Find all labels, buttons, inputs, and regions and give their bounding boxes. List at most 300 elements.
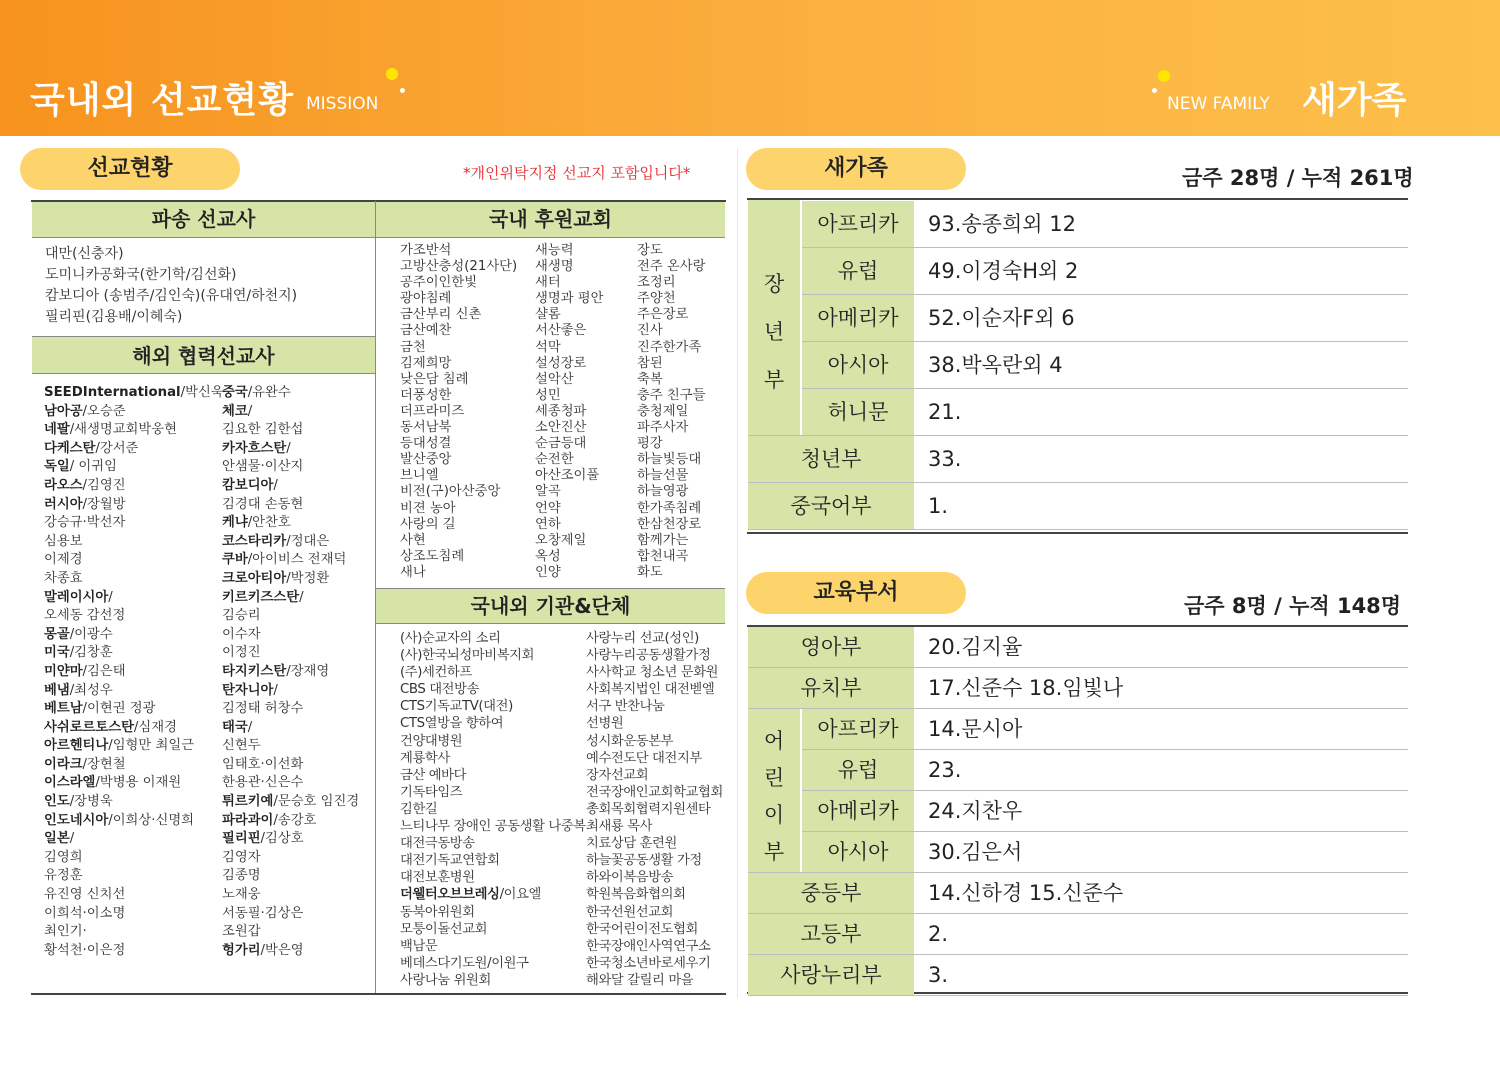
overseas-item-names: /김창훈 [69, 645, 113, 661]
overseas-item-names: 김승리 [222, 608, 261, 624]
org-item [400, 801, 585, 818]
org-item: 서구 반찬나눔 [586, 699, 665, 715]
overseas-item-names: /유완수 [247, 385, 291, 400]
overseas-item [44, 421, 224, 440]
overseas-item-country: 필리핀 [222, 831, 261, 847]
row-value: 14.신하경 15.신준수 [928, 881, 1124, 905]
overseas-item [44, 440, 224, 459]
row-separator [748, 529, 1408, 530]
overseas-item [44, 626, 224, 645]
church-item: 화도 [637, 564, 663, 580]
overseas-item-names: 임태호·이선화 [222, 756, 304, 772]
org-item-names: 대전극동방송 [400, 836, 475, 852]
overseas-item-names: 신현두 [222, 738, 261, 754]
church-item: 충주 친구들 [637, 387, 706, 403]
church-item: 상조도침례 [400, 548, 465, 564]
decor-dot-icon [1158, 70, 1170, 82]
church-item: 금산예찬 [400, 323, 452, 339]
row-label: 아프리카 [802, 709, 914, 749]
overseas-item-names: /송강호 [273, 812, 317, 828]
church-item: 더프라미즈 [400, 403, 465, 419]
group-label-char: 이 [763, 803, 785, 827]
overseas-item-names: /문승호 임진경 [273, 794, 360, 810]
mission-note: *개인위탁지정 선교지 포함입니다* [463, 164, 691, 182]
overseas-item-country: 키르키즈스탄 [222, 589, 300, 605]
overseas-item-names: /박신욱 [180, 385, 224, 400]
overseas-item [222, 384, 374, 403]
newfamily-group-label [748, 200, 800, 435]
row-value: 14.문시아 [928, 717, 1023, 741]
overseas-item-country: 네팔 [44, 422, 70, 438]
church-item: 설악산 [535, 371, 574, 387]
overseas-item [44, 812, 224, 831]
decor-dot-icon [386, 68, 398, 80]
overseas-item-names: 이정진 [222, 645, 261, 661]
sent-list [45, 244, 365, 328]
church-item: 가조반석 [400, 243, 452, 258]
newfamily-count: 금주 28명 / 누적 261명 [1182, 166, 1414, 190]
org-item-names: 건양대병원 [400, 733, 463, 749]
decor-dot-icon [1152, 88, 1157, 93]
overseas-item-country: 라오스 [44, 477, 83, 493]
title-left: 국내외 선교현황 [30, 80, 294, 121]
church-item: 낮은담 침례 [400, 371, 469, 387]
row-label: 중등부 [748, 873, 914, 913]
overseas-item [44, 663, 224, 682]
org-item-names: 사랑나눔 위원회 [400, 972, 491, 988]
church-item: 참된 [637, 355, 663, 371]
overseas-item-names: / 이귀임 [69, 459, 117, 475]
row-value: 21. [928, 400, 962, 424]
group-label-char: 부 [763, 840, 785, 864]
overseas-item [44, 477, 224, 496]
row-label: 아시아 [802, 342, 914, 388]
overseas-item-names: 김요한 김한섭 [222, 422, 304, 438]
row-value: 17.신준수 18.임빛나 [928, 676, 1124, 700]
church-item: 전주 온사랑 [637, 259, 706, 275]
overseas-item-country: 독일 [44, 459, 70, 475]
org-item: 한국청소년바로세우기 [586, 955, 711, 971]
church-item: 아산조이풀 [535, 468, 600, 484]
org-item-names: 느티나무 장애인 공동생활 나중복 [400, 819, 586, 835]
church-item: 함께가는 [637, 532, 689, 548]
org-item-names: /이요엘 [499, 887, 541, 903]
church-item: 금산부리 신촌 [400, 307, 482, 323]
sent-item: 대만(신충자) [45, 246, 124, 262]
row-value: 49.이경숙H외 2 [928, 259, 1079, 283]
org-item-names: 모퉁이돌선교회 [400, 921, 488, 937]
org-item: 최새룡 목사 [586, 819, 653, 835]
org-item: 사랑누리공동생활가정 [586, 648, 711, 664]
overseas-item-names: /안찬호 [247, 515, 291, 531]
overseas-header: 해외 협력선교사 [32, 336, 375, 374]
group-label-text [748, 723, 800, 871]
org-item [400, 698, 585, 715]
org-item: 해와달 갈릴리 마을 [586, 972, 694, 988]
org-item: 한국선원선교회 [586, 904, 674, 920]
church-item: 인양 [535, 564, 561, 580]
overseas-item-names: /이광수 [69, 626, 113, 642]
org-item: 사랑누리 선교(성인) [586, 631, 699, 646]
church-item: 하늘빛등대 [637, 452, 702, 468]
overseas-item-names: 차종효 [44, 570, 83, 586]
church-item: 사현 [400, 532, 426, 548]
overseas-item [222, 403, 374, 422]
org-col1 [400, 630, 585, 989]
org-item: 하와이복음방송 [586, 870, 674, 886]
org-item [400, 869, 585, 886]
org-item [400, 750, 585, 767]
overseas-item-names: /심재경 [133, 719, 177, 735]
overseas-item-country: 이스라엘 [44, 775, 96, 791]
row-separator [748, 995, 1408, 996]
overseas-item [222, 663, 374, 682]
overseas-item-names: /김영진 [82, 477, 126, 493]
overseas-item-country: 코스타리카 [222, 533, 287, 549]
overseas-item-names: 이제경 [44, 552, 83, 568]
overseas-col1 [44, 384, 224, 960]
overseas-item-names: 안샘물·이산지 [222, 459, 304, 475]
church-item: 발산중앙 [400, 452, 452, 468]
row-label: 유치부 [748, 668, 914, 708]
overseas-item-names: 황석천·이은정 [44, 942, 126, 958]
overseas-item-names: / [69, 831, 75, 847]
org-item-names: CBS 대전방송 [400, 682, 480, 698]
church-item: 진사 [637, 323, 663, 339]
org-item [400, 938, 585, 955]
row-label: 아메리카 [802, 791, 914, 831]
org-item-names: 금산 예바다 [400, 767, 467, 783]
overseas-item-names: 김영희 [44, 849, 83, 865]
row-value: 30.김은서 [928, 840, 1023, 864]
org-item [400, 647, 585, 664]
overseas-item-country: 인도 [44, 794, 70, 810]
church-item: 등대성결 [400, 436, 452, 452]
title-right: 새가족 [1302, 80, 1407, 121]
org-item: 사회복지법인 대전벧엘 [586, 682, 715, 698]
overseas-item [222, 496, 374, 515]
church-item: 석막 [535, 339, 561, 355]
org-item-names: CTS열방을 향하여 [400, 716, 504, 732]
overseas-item-names: / [286, 440, 291, 456]
overseas-item [222, 644, 374, 663]
church-item: 충청제일 [637, 403, 689, 419]
org-item [400, 955, 585, 972]
org-item-names: 계룡학사 [400, 750, 450, 766]
row-label: 유럽 [802, 248, 914, 294]
overseas-item [222, 570, 374, 589]
overseas-item-country: 베트남 [44, 701, 83, 717]
overseas-item-names: / [273, 682, 278, 698]
group-label-char: 린 [763, 766, 785, 790]
church-item: 순전한 [535, 452, 574, 468]
overseas-item [44, 923, 224, 942]
org-item [400, 852, 585, 869]
org-item-names: 김한길 [400, 801, 438, 817]
org-item: 한국장애인사역연구소 [586, 938, 711, 954]
domestic-col2 [535, 243, 635, 581]
org-item [400, 681, 585, 698]
row-label: 고등부 [748, 914, 914, 954]
overseas-item-country: 케냐 [222, 515, 248, 531]
org-item [400, 664, 585, 681]
overseas-item-country: 파라과이 [222, 812, 274, 828]
church-item: 생명과 평안 [535, 291, 604, 307]
church-item: 설성장로 [535, 355, 587, 371]
overseas-item-country: 몽골 [44, 626, 70, 642]
org-item-country: 더웰터오브브레싱 [400, 887, 500, 903]
overseas-item [222, 440, 374, 459]
overseas-item-country: 미얀마 [44, 663, 83, 679]
church-item: 새터 [535, 275, 561, 291]
org-item-names: (사)순교자의 소리 [400, 631, 501, 646]
org-item-names: 대전보훈병원 [400, 870, 475, 886]
overseas-item-country: 인도네시아 [44, 812, 109, 828]
overseas-item [222, 923, 374, 942]
decor-dot-icon [400, 88, 405, 93]
overseas-item-country: 베냄 [44, 682, 70, 698]
overseas-item-names: /최성우 [69, 682, 113, 698]
church-item: 알곡 [535, 484, 561, 500]
overseas-item-country: 크로아티아 [222, 570, 287, 586]
overseas-item [44, 533, 224, 552]
overseas-item [222, 477, 374, 496]
church-item: 고방산충성(21사단) [400, 259, 518, 275]
org-item-names: 베데스다기도원/이원구 [400, 955, 529, 971]
overseas-item-names: 서동필·김상은 [222, 905, 304, 921]
church-item: 연하 [535, 516, 561, 532]
overseas-item-country: 남아공 [44, 403, 83, 419]
church-item: 진주한가족 [637, 339, 702, 355]
group-label-text [748, 260, 800, 404]
column-divider [737, 148, 738, 998]
overseas-item [222, 812, 374, 831]
overseas-item [44, 384, 224, 403]
overseas-item [44, 607, 224, 626]
church-item: 세종청파 [535, 403, 587, 419]
overseas-item-country: 이라크 [44, 756, 83, 772]
overseas-item [222, 774, 374, 793]
org-item-names: (주)세컨하프 [400, 665, 472, 681]
overseas-item-names: 이수자 [222, 626, 261, 642]
sent-item: 캄보디아 (송범주/김인숙)(유대연/하천지) [45, 288, 298, 304]
overseas-item-names: 노재웅 [222, 887, 261, 903]
church-item: 한가족침례 [637, 500, 702, 516]
overseas-item [222, 737, 374, 756]
overseas-item [44, 644, 224, 663]
church-item: 공주이인한빛 [400, 275, 478, 291]
overseas-item-country: 태국 [222, 719, 248, 735]
overseas-item-names: /이희상·신명희 [108, 812, 195, 828]
overseas-item [44, 496, 224, 515]
org-item-names: 동북아위원회 [400, 904, 475, 920]
overseas-item-country: 말레이시아 [44, 589, 109, 605]
church-item: 새생명 [535, 259, 574, 275]
overseas-item [44, 570, 224, 589]
row-value: 93.송종희외 12 [928, 212, 1076, 236]
header-banner [0, 0, 1500, 136]
overseas-item-names: / [247, 719, 253, 735]
overseas-item-country: 캄보디아 [222, 477, 274, 493]
church-item: 소안진산 [535, 420, 587, 436]
education-count: 금주 8명 / 누적 148명 [1184, 594, 1402, 618]
org-item: 사사학교 청소년 문화원 [586, 665, 719, 681]
overseas-item-country: 튀르키예 [222, 794, 274, 810]
row-label: 사랑누리부 [748, 955, 914, 995]
org-item [400, 972, 585, 989]
church-item: 사랑의 길 [400, 516, 456, 532]
org-item [400, 921, 585, 938]
title-left-en: MISSION [306, 94, 379, 114]
overseas-item-country: SEEDInternational [44, 385, 181, 400]
row-value: 2. [928, 922, 949, 946]
church-item: 언약 [535, 500, 561, 516]
overseas-item-country: 사쉬로르토스탄 [44, 719, 134, 735]
overseas-item-country: 일본 [44, 831, 70, 847]
overseas-item-names: /박정환 [286, 570, 330, 586]
overseas-item [222, 607, 374, 626]
overseas-item-names: 오세동 감선정 [44, 608, 126, 624]
overseas-item-country: 아르헨티나 [44, 738, 109, 754]
church-item: 한삼천장로 [637, 516, 702, 532]
org-item [400, 715, 585, 732]
org-item: 학원복음화협의회 [586, 887, 686, 903]
overseas-item-names: 유진영 신치선 [44, 887, 126, 903]
overseas-item [222, 849, 374, 868]
overseas-item [44, 849, 224, 868]
overseas-item-names: /김은태 [82, 663, 126, 679]
church-item: 광야침례 [400, 291, 452, 307]
overseas-item [44, 700, 224, 719]
overseas-item-names: 이희석·이소명 [44, 905, 126, 921]
overseas-item-country: 미국 [44, 645, 70, 661]
overseas-item [44, 867, 224, 886]
row-value: 38.박옥란외 4 [928, 353, 1063, 377]
church-item: 파주사자 [637, 420, 689, 436]
church-item: 서산좋은 [535, 323, 587, 339]
overseas-item [222, 700, 374, 719]
overseas-item-country: 중국 [222, 385, 248, 400]
org-item [400, 818, 585, 835]
overseas-item-names: / [247, 403, 253, 419]
overseas-item-names: /장재영 [286, 663, 330, 679]
overseas-item [222, 886, 374, 905]
church-item: 장도 [637, 243, 663, 258]
overseas-item-names: / [299, 589, 304, 605]
overseas-item [44, 719, 224, 738]
overseas-item-names: /오승준 [82, 403, 126, 419]
overseas-item-names: /박병용 이재원 [95, 775, 182, 791]
overseas-item-names: 김영자 [222, 849, 261, 865]
church-item: 동서남북 [400, 420, 452, 436]
overseas-item [222, 682, 374, 701]
row-label: 영아부 [748, 627, 914, 667]
overseas-item-names: /임형만 최일근 [108, 738, 195, 754]
overseas-item [44, 774, 224, 793]
overseas-item-names: 김정태 허창수 [222, 701, 304, 717]
church-item: 하늘선물 [637, 468, 689, 484]
overseas-item-country: 체코 [222, 403, 248, 419]
org-item-names: (사)한국뇌성마비복지회 [400, 648, 535, 664]
overseas-item [222, 830, 374, 849]
church-item: 새능력 [535, 243, 574, 258]
org-item [400, 904, 585, 921]
overseas-item [222, 719, 374, 738]
org-item-names: 대전기독교연합회 [400, 853, 500, 869]
overseas-item-names: 김경대 손동현 [222, 496, 304, 512]
group-label-char: 어 [763, 729, 785, 753]
group-label-char: 부 [763, 368, 785, 392]
org-item [400, 886, 585, 903]
row-label: 청년부 [748, 436, 914, 482]
overseas-item [222, 533, 374, 552]
domestic-col3 [637, 243, 725, 581]
org-item-names: 백남문 [400, 938, 438, 954]
overseas-item [44, 514, 224, 533]
overseas-item-country: 러시아 [44, 496, 83, 512]
church-item: 성민 [535, 387, 561, 403]
org-item [400, 630, 585, 647]
overseas-item [44, 756, 224, 775]
overseas-item-names: / [273, 477, 278, 493]
church-item: 브니엘 [400, 468, 439, 484]
org-item: 전국장애인교회학교협회 [586, 784, 723, 800]
row-value: 33. [928, 447, 962, 471]
overseas-item-names: 최인기· [44, 924, 87, 940]
church-item: 비전(구)아산중앙 [400, 484, 501, 500]
overseas-item [222, 626, 374, 645]
church-item: 합천내곡 [637, 548, 689, 564]
overseas-item-names: /이현권 정광 [82, 701, 156, 717]
sent-item: 필리핀(김용배/이혜숙) [45, 309, 183, 325]
org-item: 하늘꽃공동생활 가정 [586, 853, 702, 869]
row-label: 유럽 [802, 750, 914, 790]
church-item: 새나 [400, 564, 426, 580]
overseas-item-country: 헝가리 [222, 942, 261, 958]
overseas-item [44, 905, 224, 924]
education-pill: 교육부서 [746, 572, 966, 614]
overseas-item-names: /장월방 [82, 496, 126, 512]
overseas-item-country: 탄자니아 [222, 682, 274, 698]
overseas-item [222, 458, 374, 477]
overseas-item-names: /아이비스 전재덕 [247, 552, 347, 568]
overseas-item-names: /강서준 [95, 440, 139, 456]
church-item: 순금등대 [535, 436, 587, 452]
overseas-item [222, 905, 374, 924]
overseas-item [222, 551, 374, 570]
overseas-item-names: / [108, 589, 113, 605]
overseas-item [44, 942, 224, 961]
overseas-item-names: /장현철 [82, 756, 126, 772]
group-label-char: 장 [763, 272, 785, 296]
church-item: 축복 [637, 371, 663, 387]
row-value: 23. [928, 758, 962, 782]
sent-item: 도미니카공화국(한기학/김선화) [45, 267, 237, 283]
overseas-item-names: /김상호 [260, 831, 304, 847]
overseas-item [222, 942, 374, 961]
overseas-item-names: 유정훈 [44, 868, 83, 884]
org-item: 예수전도단 대전지부 [586, 750, 702, 766]
church-item: 더풍성한 [400, 387, 452, 403]
overseas-item-names: /박은영 [260, 942, 304, 958]
sent-header: 파송 선교사 [32, 202, 375, 238]
overseas-item-names: /정대은 [286, 533, 330, 549]
row-label: 아메리카 [802, 295, 914, 341]
overseas-item-names: 심용보 [44, 533, 83, 549]
overseas-item [222, 514, 374, 533]
overseas-item [222, 589, 374, 608]
domestic-col1 [400, 243, 535, 581]
